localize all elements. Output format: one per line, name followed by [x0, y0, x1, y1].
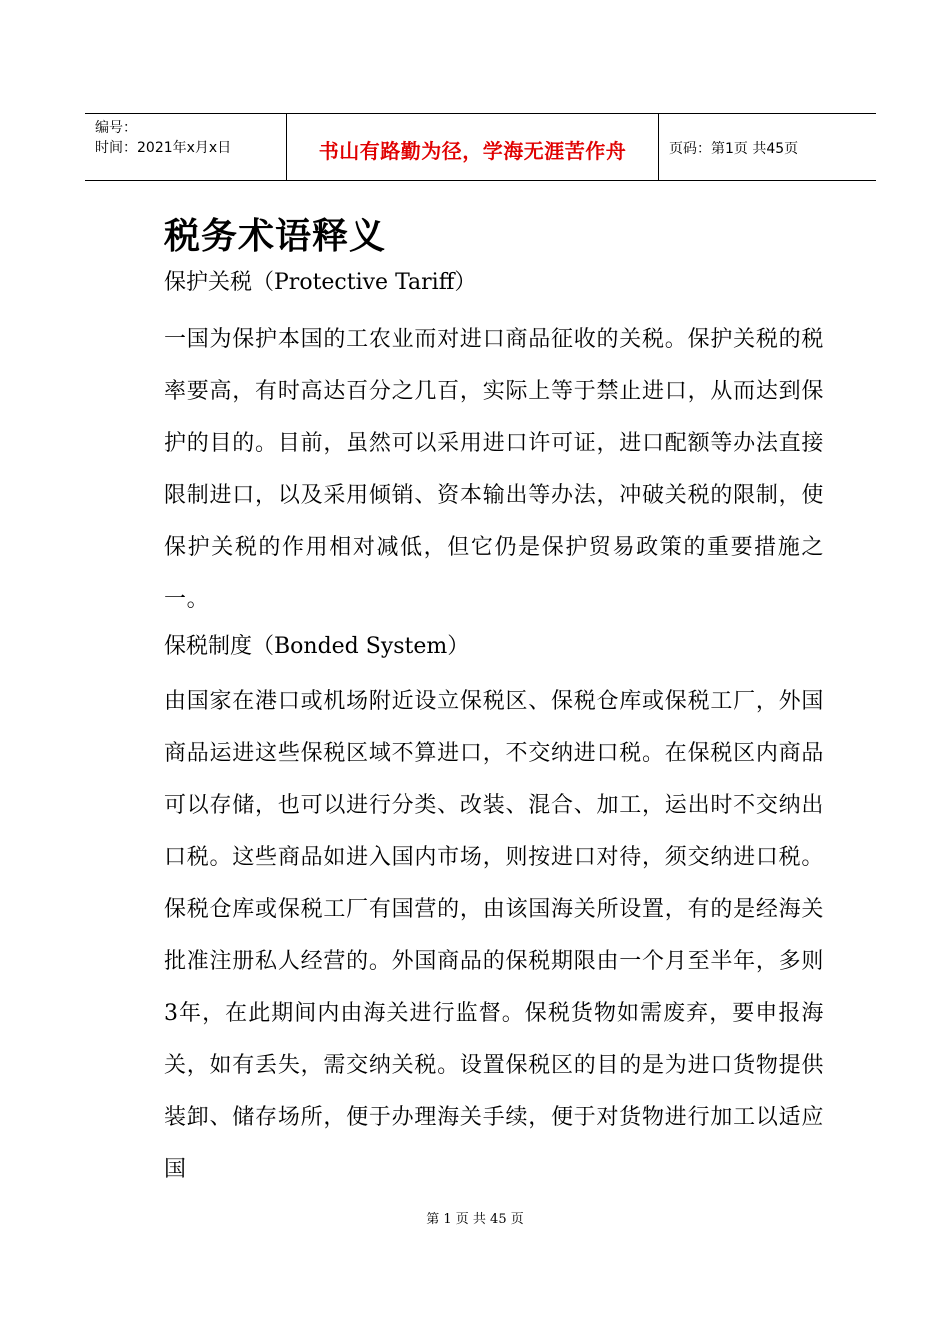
header-table — [85, 113, 876, 181]
header-motto-cell — [286, 114, 659, 180]
time-label: 时间：2021年x月x日 — [95, 140, 232, 156]
document-body — [164, 212, 824, 1196]
term-definition: 一国为保护本国的工农业而对进口商品征收的关税。保护关税的税率要高，有时高达百分之几百，实际上等于禁止进口，从而达到保护的目的。目前，虽然可以采用进口许可证，进口配额等办法直接限制进口，以及采用倾销、资本输出等办法，冲破关税的限制，使保护关税的作用相对减低，但它仍是保护贸易政策的重要措施之一。 — [164, 327, 824, 612]
footer-page-number: 第 1 页 共 45 页 — [426, 1212, 524, 1227]
motto-text: 书山有路勤为径，学海无涯苦作舟 — [318, 138, 627, 163]
page-title: 税务术语释义 — [164, 216, 387, 257]
term-definition: 由国家在港口或机场附近设立保税区、保税仓库或保税工厂，外国商品运进这些保税区域不算进口，不交纳进口税。在保税区内商品可以存储，也可以进行分类、改装、混合、加工，运出时不交纳出口税。这些商品如进入国内市场，则按进口对待，须交纳进口税。保税仓库或保税工厂有国营的，由该国海关所设置，有的是经海关批准注册私人经营的。外国商品的保税期限由一个月至半年，多则3年，在此期间内由海关进行监督。保税货物如需废弃，要申报海关，如有丢失，需交纳关税。设置保税区的目的是为进口货物提供装卸、储存场所，便于办理海关手续，便于对货物进行加工以适应国 — [164, 689, 824, 1182]
page-footer — [0, 1208, 950, 1227]
header-meta-cell — [85, 114, 286, 180]
term-heading: 保税制度（Bonded System） — [164, 634, 470, 659]
term-heading: 保护关税（Protective Tariff） — [164, 270, 477, 295]
header-page-cell — [659, 114, 876, 180]
page-info: 页码：第1页 共45页 — [669, 141, 799, 157]
number-label: 编号： — [95, 120, 137, 136]
